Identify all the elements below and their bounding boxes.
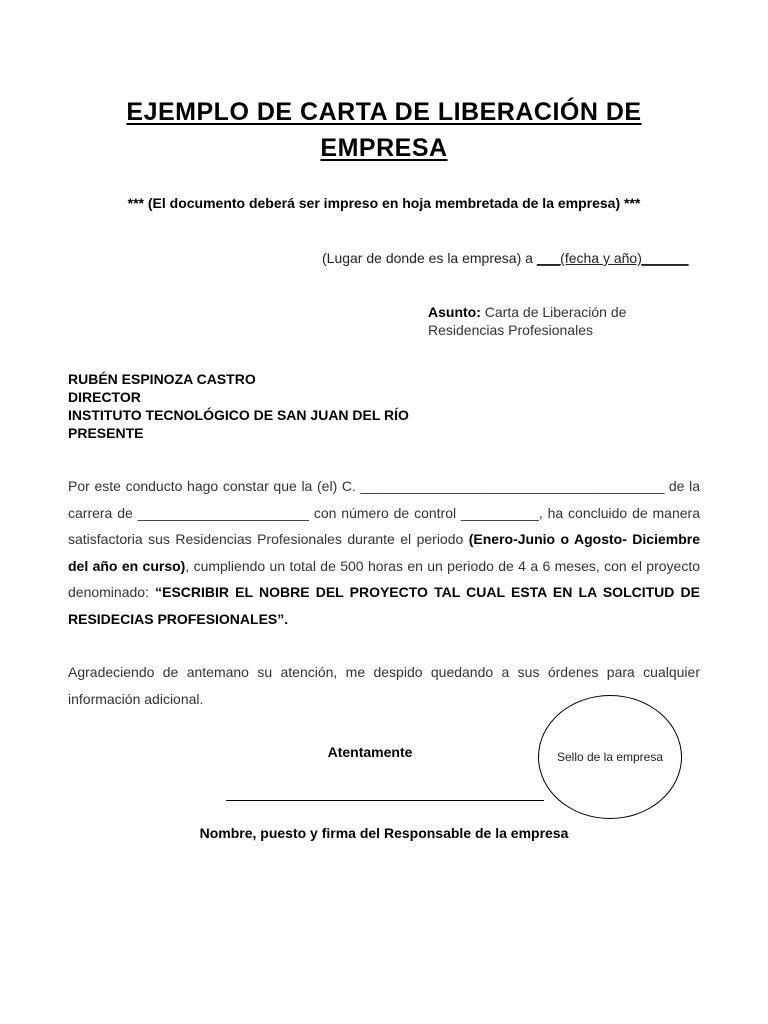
letterhead-note: *** (El documento deberá ser impreso en hoja membretada de la empresa) *** (127, 195, 641, 211)
signature-line (226, 800, 544, 801)
paragraph1-text-1: Por este conducto hago constar que la (el) C. _______________________________________ de la carrera de ______________________ con número de control __________, ha concluido de manera satisfactoria sus Residencias Profesionales durante el periodo (68, 478, 700, 547)
recipient-presente: PRESENTE (68, 425, 144, 441)
document-title-line1: EJEMPLO DE CARTA DE LIBERACIÓN DE (126, 98, 642, 126)
period-text: (Enero-Junio o Agosto- Diciembre del año en curso) (68, 531, 700, 574)
paragraph1-text-2: , cumpliendo un total de 500 horas en un periodo de 4 a 6 meses, con el proyecto denominado: (68, 557, 700, 600)
recipient-block (68, 370, 409, 442)
company-seal-circle (538, 695, 682, 819)
body-paragraph-2: Agradeciendo de antemano su atención, me despido quedando a sus órdenes para cualquier información adicional. (68, 664, 700, 707)
place-prefix: (Lugar de donde es la empresa) a (322, 250, 537, 266)
recipient-name: RUBÉN ESPINOZA CASTRO (68, 371, 256, 387)
subject-text: Carta de Liberación de Residencias Profesionales (428, 304, 627, 338)
seal-label: Sello de la empresa (556, 750, 664, 764)
date-field: ___(fecha y año)______ (536, 250, 689, 266)
place-date-line (322, 250, 689, 266)
subject-block (428, 303, 678, 339)
body-paragraph-1 (68, 473, 700, 632)
recipient-position: DIRECTOR (68, 389, 141, 405)
recipient-institution: INSTITUTO TECNOLÓGICO DE SAN JUAN DEL RÍO (68, 407, 409, 423)
document-title-line2: EMPRESA (320, 134, 448, 162)
subject-label: Asunto: (428, 304, 481, 320)
signature-label: Nombre, puesto y firma del Responsable de la empresa (199, 825, 569, 841)
closing-text: Atentamente (327, 744, 413, 760)
project-name-text: “ESCRIBIR EL NOBRE DEL PROYECTO TAL CUAL ESTA EN LA SOLCITUD DE RESIDECIAS PROFESIONALES”. (68, 584, 701, 627)
